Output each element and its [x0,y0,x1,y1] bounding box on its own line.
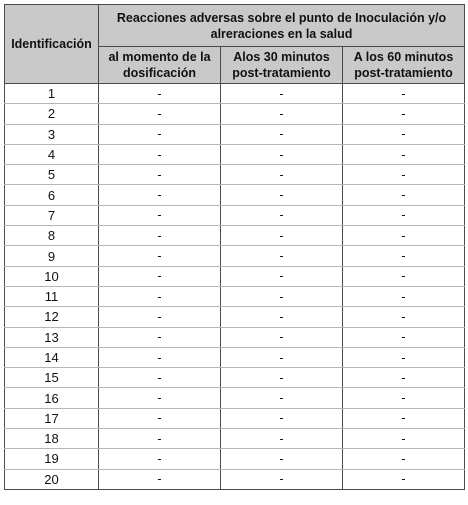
table-row [5,226,465,246]
table-header [5,5,465,84]
row-value-cell: - [343,408,465,428]
row-id-cell: 2 [5,104,99,124]
row-id-cell: 9 [5,246,99,266]
row-value-cell: - [99,165,221,185]
row-value-cell: - [343,347,465,367]
row-value-cell: - [343,368,465,388]
table-row [5,368,465,388]
row-value-cell: - [99,84,221,104]
row-id-cell: 16 [5,388,99,408]
row-id-cell: 12 [5,307,99,327]
row-value-cell: - [221,144,343,164]
row-value-cell: - [343,429,465,449]
row-value-cell: - [343,226,465,246]
row-value-cell: - [99,388,221,408]
column-header-60min: A los 60 minutos post-tratamiento [343,47,465,84]
table-row [5,124,465,144]
row-value-cell: - [343,246,465,266]
row-id-cell: 8 [5,226,99,246]
row-value-cell: - [99,307,221,327]
row-value-cell: - [221,165,343,185]
table-row [5,429,465,449]
row-value-cell: - [99,144,221,164]
table-row [5,205,465,225]
row-id-cell: 7 [5,205,99,225]
row-value-cell: - [343,449,465,469]
row-value-cell: - [99,449,221,469]
row-value-cell: - [221,429,343,449]
row-value-cell: - [221,124,343,144]
row-value-cell: - [343,205,465,225]
row-id-cell: 5 [5,165,99,185]
row-value-cell: - [221,449,343,469]
row-value-cell: - [221,185,343,205]
row-value-cell: - [99,469,221,489]
row-value-cell: - [99,327,221,347]
row-value-cell: - [221,469,343,489]
row-value-cell: - [221,246,343,266]
row-value-cell: - [343,388,465,408]
table-row [5,104,465,124]
row-value-cell: - [99,286,221,306]
table-body [5,84,465,490]
row-id-cell: 14 [5,347,99,367]
row-value-cell: - [221,286,343,306]
row-value-cell: - [221,226,343,246]
row-id-cell: 20 [5,469,99,489]
row-value-cell: - [221,205,343,225]
table-row [5,266,465,286]
row-value-cell: - [221,266,343,286]
row-value-cell: - [343,84,465,104]
row-value-cell: - [343,185,465,205]
row-value-cell: - [221,368,343,388]
row-value-cell: - [99,368,221,388]
row-value-cell: - [343,104,465,124]
identification-header: Identificación [5,5,99,84]
group-header: Reacciones adversas sobre el punto de Inoculación y/o alreraciones en la salud [99,5,465,47]
row-id-cell: 13 [5,327,99,347]
row-value-cell: - [343,266,465,286]
column-header-dosing: al momento de la dosificación [99,47,221,84]
table-row [5,469,465,489]
table-row [5,449,465,469]
row-value-cell: - [221,104,343,124]
row-value-cell: - [343,307,465,327]
row-value-cell: - [99,347,221,367]
row-id-cell: 19 [5,449,99,469]
row-value-cell: - [99,185,221,205]
row-value-cell: - [99,246,221,266]
table-row [5,144,465,164]
table-row [5,327,465,347]
row-value-cell: - [99,104,221,124]
table-row [5,185,465,205]
row-value-cell: - [99,124,221,144]
table-row [5,388,465,408]
row-id-cell: 15 [5,368,99,388]
header-row-top [5,5,465,47]
row-id-cell: 1 [5,84,99,104]
row-value-cell: - [221,408,343,428]
row-value-cell: - [221,307,343,327]
table-row [5,246,465,266]
row-id-cell: 18 [5,429,99,449]
adverse-reactions-table [4,4,465,490]
row-value-cell: - [221,84,343,104]
table-row [5,165,465,185]
row-value-cell: - [343,327,465,347]
row-value-cell: - [221,347,343,367]
table-row [5,84,465,104]
table-row [5,408,465,428]
row-value-cell: - [343,124,465,144]
row-value-cell: - [221,388,343,408]
row-value-cell: - [99,429,221,449]
table-container [4,4,465,490]
row-id-cell: 17 [5,408,99,428]
row-id-cell: 11 [5,286,99,306]
table-row [5,347,465,367]
row-value-cell: - [99,266,221,286]
row-id-cell: 10 [5,266,99,286]
row-id-cell: 4 [5,144,99,164]
row-value-cell: - [99,205,221,225]
table-row [5,286,465,306]
table-row [5,307,465,327]
row-id-cell: 3 [5,124,99,144]
row-value-cell: - [343,165,465,185]
column-header-30min: Alos 30 minutos post-tratamiento [221,47,343,84]
row-value-cell: - [221,327,343,347]
row-id-cell: 6 [5,185,99,205]
row-value-cell: - [343,144,465,164]
row-value-cell: - [99,408,221,428]
row-value-cell: - [343,286,465,306]
row-value-cell: - [99,226,221,246]
row-value-cell: - [343,469,465,489]
